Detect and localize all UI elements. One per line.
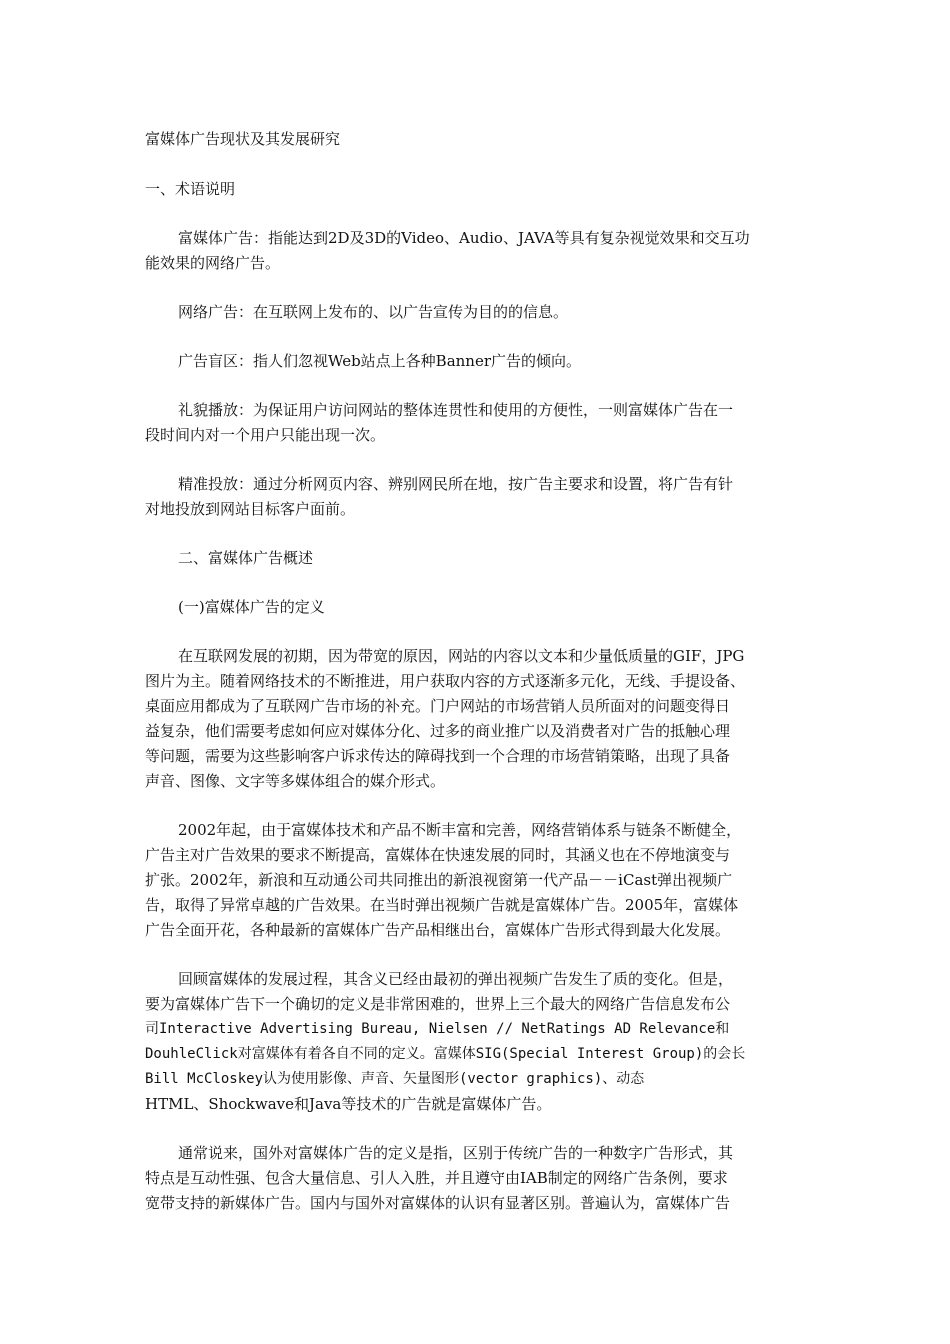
paragraph-line: 广告全面开花，各种最新的富媒体广告产品相继出台，富媒体广告形式得到最大化发展。 [145,921,731,939]
paragraph-line: 等问题，需要为这些影响客户诉求传达的障碍找到一个合理的市场营销策略，出现了具备 [145,747,731,765]
paragraph-line: 特点是互动性强、包含大量信息、引人入胜，并且遵守由IAB制定的网络广告条例，要求 [145,1169,728,1187]
paragraph-line: 广告主对广告效果的要求不断提高，富媒体在快速发展的同时，其涵义也在不停地演变与 [145,846,731,864]
paragraph-line: 益复杂，他们需要考虑如何应对媒体分化、过多的商业推广以及消费者对广告的抵触心理 [145,722,731,740]
document-title: 富媒体广告现状及其发展研究 [145,130,341,148]
paragraph-review [145,967,810,1117]
paragraph-line: HTML、Shockwave和Java等技术的广告就是富媒体广告。 [145,1095,552,1113]
paragraph-line: 能效果的网络广告。 [145,254,281,272]
paragraph-line: 司Interactive Advertising Bureau, Nielsen // NetRatings AD Relevance和 [145,1021,730,1037]
paragraph-definition-abroad [145,1141,810,1216]
term-courtesy-play [145,398,810,448]
paragraph-line: 礼貌播放：为保证用户访问网站的整体连贯性和使用的方便性，一则富媒体广告在一 [178,401,734,419]
paragraph-line: DouhleClick对富媒体有着各自不同的定义。富媒体SIG(Special Interest Group)的会长 [145,1046,746,1062]
paragraph-line: 宽带支持的新媒体广告。国内与国外对富媒体的认识有显著区别。普遍认为，富媒体广告 [145,1194,731,1212]
paragraph-line: 精准投放：通过分析网页内容、辨别网民所在地，按广告主要求和设置，将广告有针 [178,475,734,493]
term-web-ad: 网络广告：在互联网上发布的、以广告宣传为目的的信息。 [178,303,569,321]
subsection-heading-definition: (一)富媒体广告的定义 [178,598,325,616]
paragraph-line: 回顾富媒体的发展过程，其含义已经由最初的弹出视频广告发生了质的变化。但是， [178,970,734,988]
paragraph-line: 对地投放到网站目标客户面前。 [145,500,356,518]
paragraph-line: 告，取得了异常卓越的广告效果。在当时弹出视频广告就是富媒体广告。2005年，富媒体 [145,896,739,914]
term-precise-targeting [145,472,810,522]
term-rich-media-ad [145,226,810,276]
paragraph-line: 在互联网发展的初期，因为带宽的原因，网站的内容以文本和少量低质量的GIF，JPG [178,647,745,665]
section-heading-overview: 二、富媒体广告概述 [178,549,314,567]
section-heading-terms: 一、术语说明 [145,180,236,198]
paragraph-line: 声音、图像、文字等多媒体组合的媒介形式。 [145,772,446,790]
paragraph-line: 富媒体广告：指能达到2D及3D的Video、Audio、JAVA等具有复杂视觉效果和交互功 [178,229,750,247]
paragraph-line: Bill McCloskey认为使用影像、声音、矢量图形(vector graphics)、动态 [145,1071,645,1087]
paragraph-line: 2002年起，由于富媒体技术和产品不断丰富和完善，网络营销体系与链条不断健全， [178,821,742,839]
paragraph-line: 要为富媒体广告下一个确切的定义是非常困难的，世界上三个最大的网络广告信息发布公 [145,995,731,1013]
paragraph-line: 桌面应用都成为了互联网广告市场的补充。门户网站的市场营销人员所面对的问题变得日 [145,697,731,715]
paragraph-line: 通常说来，国外对富媒体广告的定义是指，区别于传统广告的一种数字广告形式，其 [178,1144,734,1162]
paragraph-line: 图片为主。随着网络技术的不断推进，用户获取内容的方式逐渐多元化，无线、手提设备、 [145,672,746,690]
paragraph-2002 [145,818,810,943]
document-body [145,118,810,1216]
paragraph-early-internet [145,644,810,794]
term-ad-blindness: 广告盲区：指人们忽视Web站点上各种Banner广告的倾向。 [178,352,582,370]
paragraph-line: 段时间内对一个用户只能出现一次。 [145,426,386,444]
paragraph-line: 扩张。2002年，新浪和互动通公司共同推出的新浪视窗第一代产品－－iCast弹出视频广 [145,871,733,889]
